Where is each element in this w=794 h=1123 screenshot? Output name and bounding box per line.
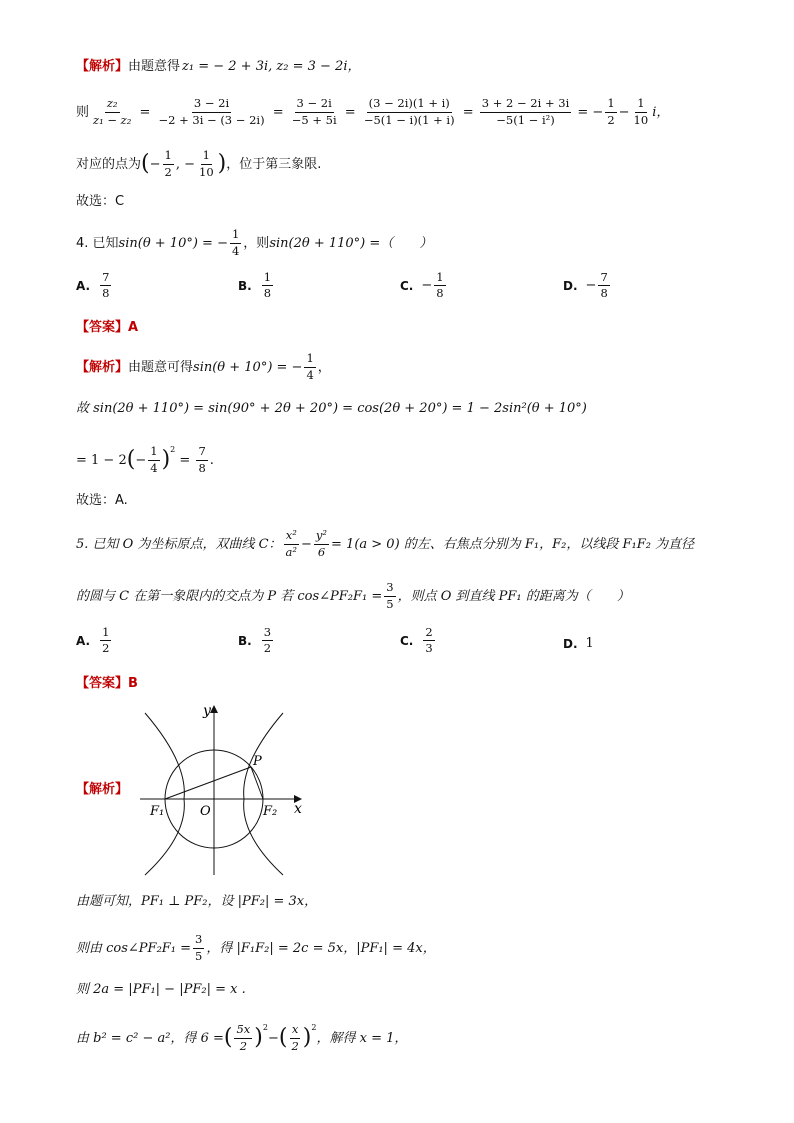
z-values: z₁ = − 2 + 3i, z₂ = 3 − 2i， — [182, 59, 361, 74]
q4-stem-c: ，则 — [243, 235, 270, 251]
q5-s2: 则由 cos∠PF₂F₁ = $\frac{3}{5}$ ，得 |F₁F₂| = 2c = 5x，|PF₁| = 4x， — [76, 932, 436, 963]
label-x: x — [294, 801, 302, 817]
q5-answer — [76, 677, 754, 690]
q4-option-a: A. $\frac{7}{8}$ — [76, 270, 110, 301]
q4-option-d: D. − $\frac{7}{8}$ — [563, 270, 608, 301]
point-suffix: ，位于第三象限. — [226, 156, 322, 172]
frac-tenth: $\frac{1}{10}$ — [633, 96, 649, 127]
analysis-equation: 则 $\frac{\text{z₂}}{\text{z₁ − z₂}}$ = $\frac{3 - 2i}{-2 + 3i - (3 - 2i)}$ = $\frac{3 - 2i}{-5 + 5i}$ = $\frac{(3 - 2i)(1 + i)}{-5(1 - i)(1 + i)}$ = $\frac{3 + 2 - 2i + 3i}{\text{−5(1 − i²)}}$ = − $\frac{1}{2}$ − $\frac{1}{10}$ i， — [76, 96, 670, 127]
label-p: P — [253, 754, 262, 769]
label-o: O — [200, 804, 211, 819]
q4-stem — [76, 226, 754, 260]
q4-final: 故选：A. — [76, 493, 128, 508]
label-f1: F₁ — [150, 804, 165, 819]
equation-prefix: 则 — [76, 104, 90, 120]
label-y: y — [203, 703, 211, 719]
point-text: 对应的点为 — [76, 156, 142, 172]
q4-frac-quarter: $\frac{1}{4}$ — [231, 227, 240, 258]
answer-c: 故选：C — [76, 194, 125, 209]
q4-answer-tag: 【答案】A — [76, 320, 139, 335]
q4-analysis: 【解析】 由题意可得 sin(θ + 10°) = − $\frac{1}{4}$ ， — [76, 351, 331, 382]
q5-option-c: C. $\frac{2}{3}$ — [400, 625, 433, 656]
frac-point-y: $\frac{1}{10}$ — [199, 148, 214, 179]
frac-point-x: $\frac{1}{2}$ — [164, 148, 172, 179]
q5-s1: 由题可知，PF₁ ⊥ PF₂，设 |PF₂| = 3x， — [76, 894, 318, 909]
segment-pf2 — [251, 767, 263, 799]
q5-answer-tag: 【答案】B — [76, 676, 138, 691]
q4-analysis-a: 由题意可得 — [128, 359, 194, 375]
q4-line3: = 1 − 2 ( − $\frac{1}{4}$ ) $^2$ = $\frac{7}{8}$ . — [76, 444, 214, 475]
frac-step4: $\frac{3 + 2 - 2i + 3i}{\text{−5(1 − i²)}}$ — [481, 96, 570, 127]
analysis-tag: 【解析】 — [76, 59, 129, 74]
segment-pf1 — [165, 767, 251, 799]
q5-stem-2a: 的圆与 C 在第一象限内的交点为 P 若 cos∠PF₂F₁ = — [76, 588, 383, 604]
frac-step2: $\frac{3 - 2i}{-5 + 5i}$ — [291, 96, 337, 127]
analysis-line-1 — [76, 60, 754, 73]
q4-line2: 故 sin(2θ + 110°) = sin(90° + 2θ + 20°) = cos(2θ + 20°) = 1 − 2sin²(θ + 10°) — [76, 401, 587, 416]
q5-option-a: A. $\frac{1}{2}$ — [76, 625, 110, 656]
frac-step1: $\frac{3 - 2i}{-2 + 3i - (3 - 2i)}$ — [158, 96, 265, 127]
hyperbola-right-branch — [244, 713, 283, 875]
q4-option-b: B. $\frac{1}{8}$ — [238, 270, 272, 301]
q5-analysis-tag: 【解析】 — [76, 782, 129, 797]
q5-option-b: B. $\frac{3}{2}$ — [238, 625, 272, 656]
q5-stem-1b: = 1(a > 0) 的左、右焦点分别为 F₁，F₂，以线段 F₁F₂ 为直径 — [331, 536, 695, 552]
q4-option-c: C. − $\frac{1}{8}$ — [400, 270, 444, 301]
q5-stem-1a: 5. 已知 O 为坐标原点，双曲线 C： — [76, 536, 282, 552]
label-f2: F₂ — [263, 804, 278, 819]
q4-answer — [76, 321, 754, 334]
q4-analysis-b: sin(θ + 10°) = − — [193, 359, 303, 375]
q5-s4: 由 b² = c² − a²，得 6 = ( $\frac{5x}{2}$ ) $^2$ − ( $\frac{x}{2}$ ) $^2$ ，解得 x = 1， — [76, 1022, 408, 1053]
q4-stem-b: sin(θ + 10°) = − — [118, 235, 228, 251]
q4-stem-a: 4. 已知 — [76, 235, 119, 251]
point-line: 对应的点为 ( − $\frac{1}{2}$ , − $\frac{1}{10}$ ) ，位于第三象限. — [76, 148, 322, 179]
q5-s3: 则 2a = |PF₁| − |PF₂| = x . — [76, 982, 246, 997]
analysis-intro: 由题意得 — [128, 59, 181, 74]
q5-stem-2: 的圆与 C 在第一象限内的交点为 P 若 cos∠PF₂F₁ = $\frac{3}{5}$ ，则点 O 到直线 PF₁ 的距离为（ ） — [76, 580, 630, 611]
frac-z-ratio: $\frac{\text{z₂}}{\text{z₁ − z₂}}$ — [93, 96, 132, 127]
q5-option-d: D. 1 — [563, 636, 594, 651]
q4-analysis-tag: 【解析】 — [76, 359, 129, 375]
q5-stem-2b: ，则点 O 到直线 PF₁ 的距离为（ ） — [397, 588, 630, 604]
hyperbola-circle-figure — [140, 703, 310, 878]
q5-stem-1: 5. 已知 O 为坐标原点，双曲线 C： $\frac{\text{x²}}{\text{a²}}$ − $\frac{\text{y²}}{6}$ = 1(a > 0) 的左、右焦点分别为 F₁，F₂，以线段 F₁F₂ 为直径 — [76, 528, 695, 559]
frac-half: $\frac{1}{2}$ — [607, 96, 615, 127]
frac-step3: $\frac{(3 - 2i)(1 + i)}{-5(1 - i)(1 + i)}$ — [363, 96, 455, 127]
q4-stem-d: sin(2θ + 110°) =（ ） — [269, 235, 433, 251]
